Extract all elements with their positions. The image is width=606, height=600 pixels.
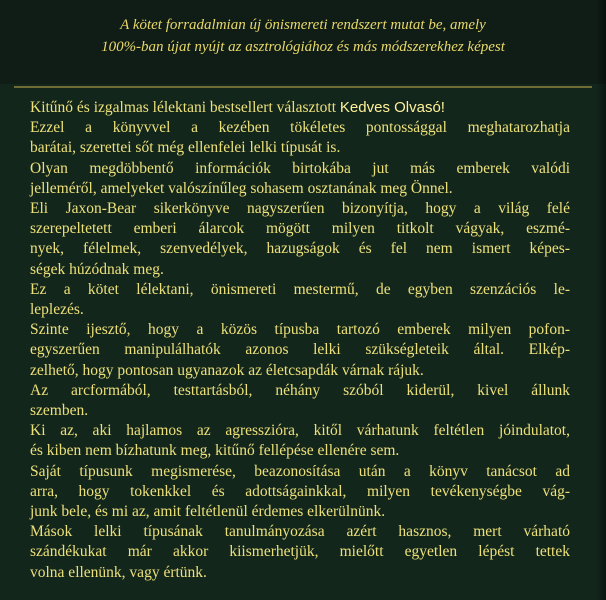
paragraph-line: Szinte ijesztő, hogy a közös típusba tartozó emberek milyen pofon-	[30, 321, 570, 339]
intro-paragraph	[30, 98, 570, 159]
paragraph-line: Az arcformából, testtartásból, néhány szóból kiderül, kivel állunk	[30, 381, 570, 399]
paragraph-line: szemben.	[30, 402, 89, 420]
paragraph	[30, 522, 570, 583]
blurb-text	[30, 98, 570, 583]
paragraph-line: egyszerűen manipulálhatók azonos lelki szükségleteik által. Elkép-	[30, 341, 570, 359]
intro-line-3: barátai, szerettei sőt még ellenfelei lelki típusát is.	[30, 139, 341, 157]
paragraph	[30, 381, 570, 421]
tagline-line-1: A kötet forradalmian új önismereti rendszert mutat be, amely	[120, 17, 486, 33]
paragraph-line: arra, hogy tokenkkel és adottságainkkal, milyen tevékenységbe vág-	[30, 482, 570, 500]
intro-highlight: Kedves Olvasó!	[339, 99, 445, 116]
paragraph-line: Ki az, aki hajlamos az agresszióra, kitől várhatunk feltétlen jóindulatot,	[30, 422, 570, 440]
paragraph-line: Ez a kötet lélektani, önismereti mestermű, de egyben szenzációs le-	[30, 280, 570, 298]
paragraph-line: ségek húzódnak meg.	[30, 260, 164, 278]
page-edge-shadow	[596, 0, 606, 600]
paragraph	[30, 421, 570, 461]
paragraph-line: és kiben nem bízhatunk meg, kitűnő fellépése ellenére sem.	[30, 442, 400, 460]
paragraph-line: junk bele, és mi az, amit feltétlenül érdemes elkerülnünk.	[30, 503, 386, 521]
paragraph	[30, 462, 570, 523]
intro-lead: Kitűnő és izgalmas lélektani bestsellert választott	[30, 99, 340, 116]
paragraph-line: volna ellenünk, vagy értünk.	[30, 563, 207, 581]
paragraph-line: leplezés.	[30, 301, 84, 319]
paragraph-line: szerepeltetett emberi álarcok mögött milyen titkolt vágyak, eszmé-	[30, 220, 570, 238]
paragraph-line: szándékukat már akkor kiismerhetjük, mielőtt egyetlen lépést tettek	[30, 543, 570, 561]
paragraph-line: Saját típusunk megismerése, beazonosítása után a könyv tanácsot ad	[30, 462, 570, 480]
intro-line-2: Ezzel a könyvvel a kezében tökéletes pontossággal meghatarozhatja	[30, 119, 570, 137]
paragraph-line: nyek, félelmek, szenvedélyek, hazugságok és fel nem ismert képes-	[30, 240, 570, 258]
paragraph	[30, 280, 570, 320]
divider-rule	[14, 86, 592, 88]
paragraph-line: Olyan megdöbbentő információk birtokába jut más emberek valódi	[30, 159, 570, 177]
paragraph	[30, 320, 570, 381]
tagline-line-2: 100%-ban újat nyújt az asztrológiához és más módszerekhez képest	[101, 39, 505, 55]
paragraph	[30, 199, 570, 280]
intro-line-1	[30, 98, 570, 118]
paragraph-line: Mások lelki típusának tanulmányozása azért hasznos, mert várható	[30, 523, 570, 541]
paragraph-line: jelleméről, amelyeket valószínűleg sohasem osztanának meg Önnel.	[30, 179, 453, 197]
paragraph-line: Eli Jaxon-Bear sikerkönyve nagyszerűen bizonyítja, hogy a világ felé	[30, 200, 570, 218]
tagline	[0, 14, 606, 58]
paragraph-line: zelhető, hogy pontosan ugyanazok az életcsapdák várnak rájuk.	[30, 361, 424, 379]
paragraph	[30, 159, 570, 199]
